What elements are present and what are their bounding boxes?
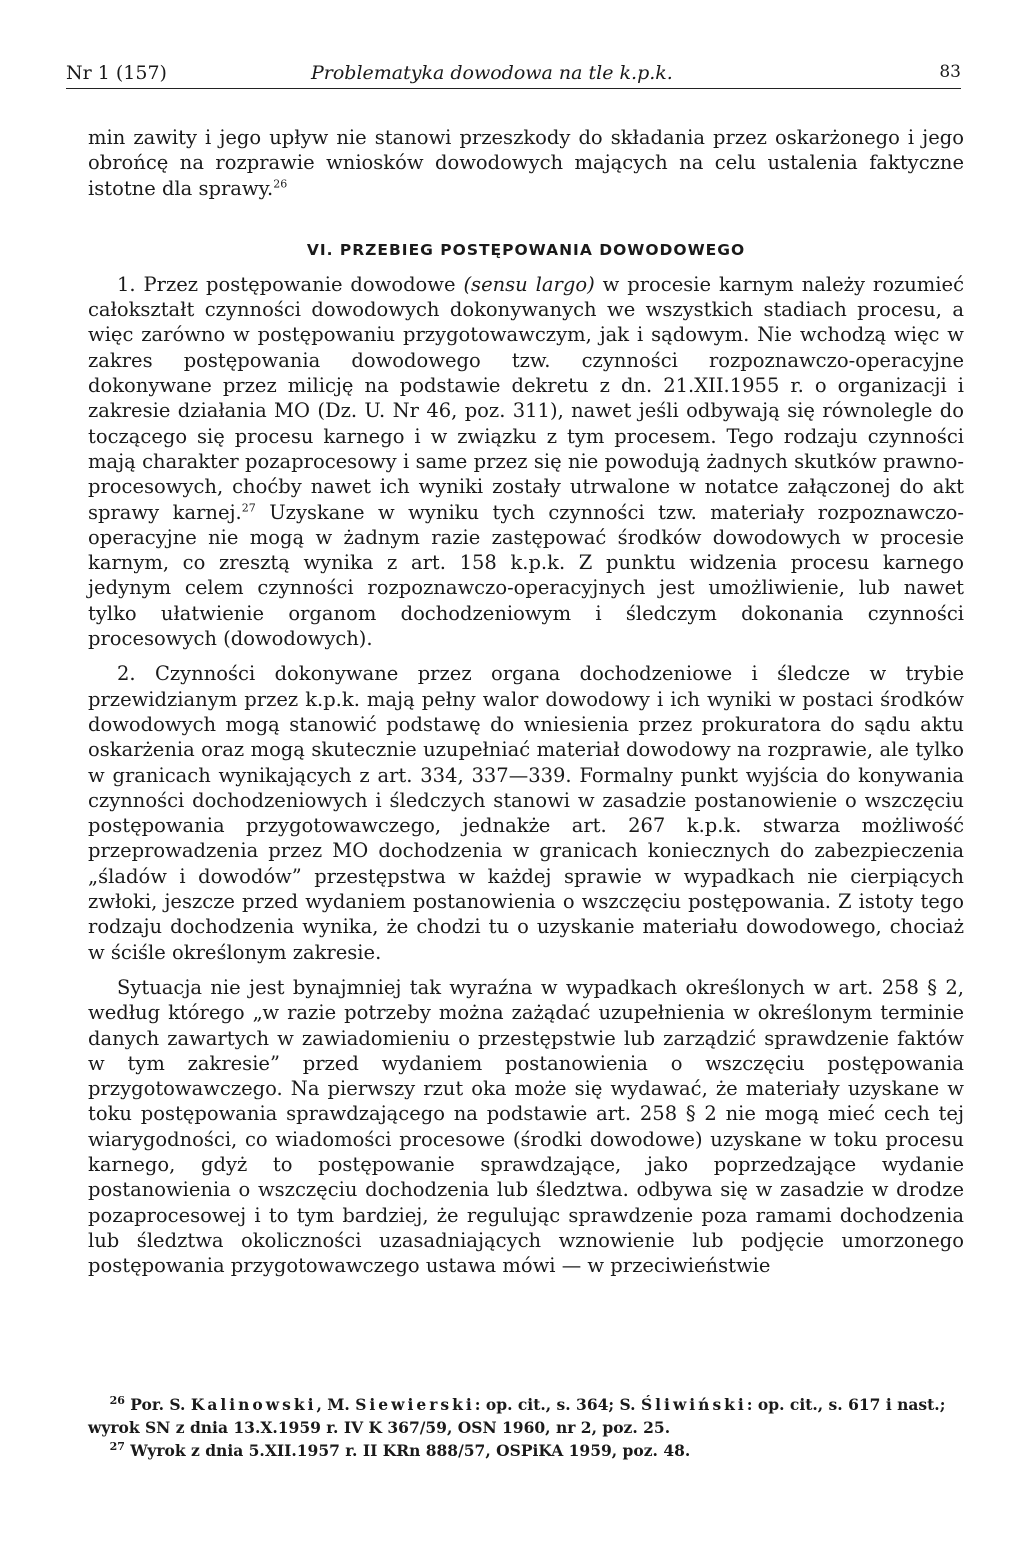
main-text [88,125,964,1278]
page-number: 83 [939,62,961,82]
footnote-ref-27: 27 [241,501,256,515]
latin-term: (sensu largo) [463,272,595,296]
paragraph-3: Sytuacja nie jest bynajmniej tak wyraźna w wypadkach określonych w art. 258 § 2, według którego „w razie potrzeby można zażądać uzupełnienia w określonym terminie danych zawartych w zawiadomieniu o przestępstwie lub zarządzić sprawdzenie faktów w tym zakresie” przed wydaniem postanowienia o wszczęciu postępowania przygotowawczego. Na pierwszy rzut oka może się wydawać, że materiały uzyskane w toku postępowania sprawdzającego na podstawie art. 258 § 2 nie mogą mieć cech tej wiarygodności, co wiadomości procesowe (środki dowodowe) uzyskane w toku procesu karnego, gdyż to postępowanie sprawdzające, jako poprzedzające wydanie postanowienia o wszczęciu dochodzenia lub śledztwa. odbywa się w zasadzie w drodze pozaprocesowej i to tym bardziej, że regulując sprawdzenie poza ramami dochodzenia lub śledztwa okoliczności uzasadniających wznowienie lub podjęcie umorzonego postępowania przygotowawczego ustawa mówi — w przeciwieństwie [88,975,964,1278]
section-heading: VI. PRZEBIEG POSTĘPOWANIA DOWODOWEGO [306,240,746,259]
running-title: Problematyka dowodowa na tle k.p.k. [311,62,673,84]
paragraph-continuation: min zawity i jego upływ nie stanowi przeszkody do składania przez oskarżonego i jego obrońcę na rozprawie wniosków dowodowych mających na celu ustalenia faktyczne istotne dla sprawy.$^{26}$ [88,126,964,200]
paragraph-1: 1. Przez postępowanie dowodowe (sensu largo) w procesie karnym należy rozumieć całokształt czynności dowodowych dokonywanych we wszystkich stadiach procesu, a więc zarówno w postępowaniu przygotowawczym, jak i sądowym. Nie wchodzą więc w zakres postępowania dowodowego tzw. czynności rozpoznawczo-operacyjne dokonywane przez milicję na podstawie dekretu z dn. 21.XII.1955 r. o organizacji i zakresie działania MO (Dz. U. Nr 46, poz. 311), nawet jeśli odbywają się równolegle do toczącego się procesu karnego i w związku z tym procesem. Tego rodzaju czynności mają charakter pozaprocesowy i same przez się nie powodują żadnych skutków prawno-procesowych, choćby nawet ich wyniki zostały utrwalone w notatce załączonej do akt sprawy karnej.$^{27}$ Uzyskane w wyniku tych czynności tzw. materiały rozpoznawczo-operacyjne nie mogą w żadnym razie zastępować środków dowodowych w procesie karnym, co zresztą wynika z art. 158 k.p.k. Z punktu widzenia procesu karnego jedynym celem czynności rozpoznawczo-operacyjnych jest umożliwienie, lub nawet tylko ułatwienie organom dochodzeniowym i śledczym dokonania czynności procesowych (dowodowych). [88,272,964,651]
footnote-ref-26: 26 [273,177,288,191]
footnote-27: $^{27}$ Wyrok z dnia 5.XII.1957 r. II KRn 888/57, OSPiKA 1959, poz. 48. [109,1439,691,1460]
footnote-26: $^{26}$ Por. S. Kalinowski, M. Siewierski: op. cit., s. 364; S. Śliwiński: op. cit., s. 617 i nast.; wyrok SN z dnia 13.X.1959 r. IV K 367/59, OSN 1960, nr 2, poz. 25. [88,1393,946,1437]
running-header [66,62,961,89]
footnotes [88,1393,964,1462]
paragraph-2: 2. Czynności dokonywane przez organa dochodzeniowe i śledcze w trybie przewidzianym przez k.p.k. mają pełny walor dowodowy i ich wyniki w postaci środków dowodowych mogą stanowić podstawę do wniesienia przez prokuratora do sądu aktu oskarżenia oraz mogą skutecznie uzupełniać materiał dowodowy na rozprawie, ale tylko w granicach wynikających z art. 334, 337—339. Formalny punkt wyjścia do konywania czynności dochodzeniowych i śledczych stanowi w zasadzie postanowienie o wszczęciu postępowania przygotowawczego, jednakże art. 267 k.p.k. stwarza możliwość przeprowadzenia przez MO dochodzenia w granicach koniecznych do zabezpieczenia „śladów i dowodów” przestępstwa w każdej sprawie w wypadkach nie cierpiących zwłoki, jeszcze przed wydaniem postanowienia o wszczęciu postępowania. Z istoty tego rodzaju dochodzenia wynika, że chodzi tu o uzyskanie materiału dowodowego, chociaż w ściśle określonym zakresie. [88,662,964,964]
issue-number: Nr 1 (157) [66,62,167,84]
